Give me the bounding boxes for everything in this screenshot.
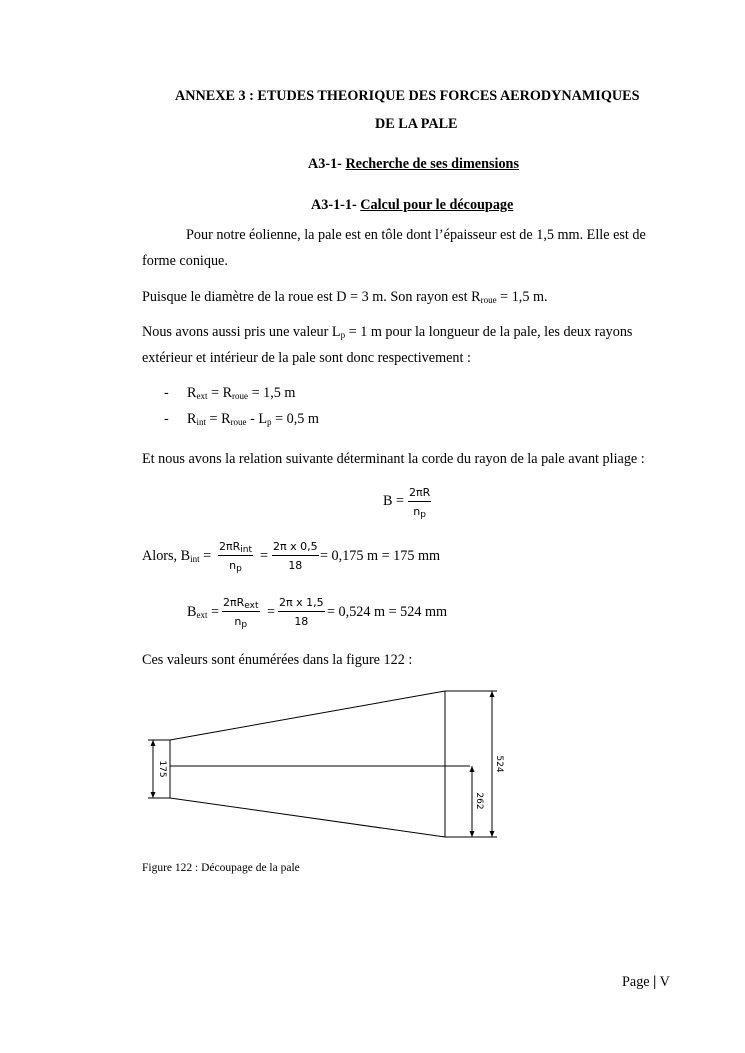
page-label: Page [622, 974, 650, 990]
blade-bottom-edge [170, 798, 445, 837]
figure-caption: Figure 122 : Découpage de la pale [142, 862, 300, 874]
p2-text-b: = 1,5 m. [496, 289, 548, 305]
page-footer [622, 974, 670, 991]
section-title: Recherche de ses dimensions [345, 156, 519, 172]
p3-sub: p [340, 330, 346, 340]
subsection-heading [311, 197, 513, 214]
dim-label-262: 262 [474, 792, 484, 810]
bext-fraction-1: $2\pi R_{ext}$ $n_p$ [223, 596, 259, 630]
bext-fraction-2: 2π x 1,5 18 [279, 596, 324, 628]
section-number: A3-1- [308, 156, 342, 172]
blade-top-edge [170, 691, 445, 740]
bext-result: = 0,524 m = 524 mm [327, 604, 448, 620]
paragraph-1-line-2: forme conique. [142, 253, 228, 269]
p3-text-a: Nous avons aussi pris une valeur L [142, 324, 341, 340]
annex-title-line1: ANNEXE 3 : ETUDES THEORIQUE DES FORCES AERODYNAMIQUES [175, 88, 640, 104]
bint-eq: = [260, 548, 269, 564]
paragraph-2 [142, 289, 548, 306]
bullet-r-int: $R_{int} = R_{roue} - L_p = 0,5$ m [187, 411, 319, 427]
annex-title-line2: DE LA PALE [375, 116, 458, 132]
bext-eq: = [267, 604, 276, 620]
paragraph-3-line-2: extérieur et intérieur de la pale sont donc respectivement : [142, 350, 471, 366]
paragraph-1-line-1: Pour notre éolienne, la pale est en tôle dont l’épaisseur est de 1,5 mm. Elle est de [186, 227, 646, 243]
bullet-dash-1: - [164, 385, 169, 401]
section-heading [308, 156, 519, 173]
p3-text-b: = 1 m pour la longueur de la pale, les deux rayons [345, 324, 633, 340]
bint-fraction-2: 2π x 0,5 18 [273, 540, 318, 572]
fraction-bar [408, 501, 431, 502]
p2-text-a: Puisque le diamètre de la roue est D = 3 m. Son rayon est R [142, 289, 481, 305]
dim-label-175: 175 [157, 760, 167, 778]
page-number: V [659, 974, 670, 990]
dim-label-524: 524 [494, 755, 504, 773]
formula-lhs: B = [383, 493, 405, 509]
paragraph-4: Et nous avons la relation suivante déterminant la corde du rayon de la pale avant pliage : [142, 451, 645, 467]
bullet-dash-2: - [164, 411, 169, 427]
formula-denominator: $n_p$ [413, 505, 426, 520]
bext-prefix: $B_{ext}$ = [187, 604, 220, 620]
subsection-number: A3-1-1- [311, 197, 357, 213]
bint-prefix: Alors, $B_{int}$ = [142, 548, 212, 564]
bint-fraction-1: $2\pi R_{int}$ $n_p$ [219, 540, 252, 574]
paragraph-5: Ces valeurs sont énumérées dans la figure 122 : [142, 652, 413, 668]
bint-result: = 0,175 m = 175 mm [320, 548, 441, 564]
formula-fraction [408, 486, 431, 518]
paragraph-3-line-1 [142, 324, 632, 341]
blade-cutting-figure [140, 680, 520, 850]
page-separator: | [653, 974, 657, 990]
formula-numerator: 2πR [409, 486, 431, 499]
subsection-title: Calcul pour le découpage [360, 197, 514, 213]
bullet-r-ext: $R_{ext} = R_{roue} = 1,5$ m [187, 385, 296, 401]
p2-sub: roue [480, 295, 497, 305]
